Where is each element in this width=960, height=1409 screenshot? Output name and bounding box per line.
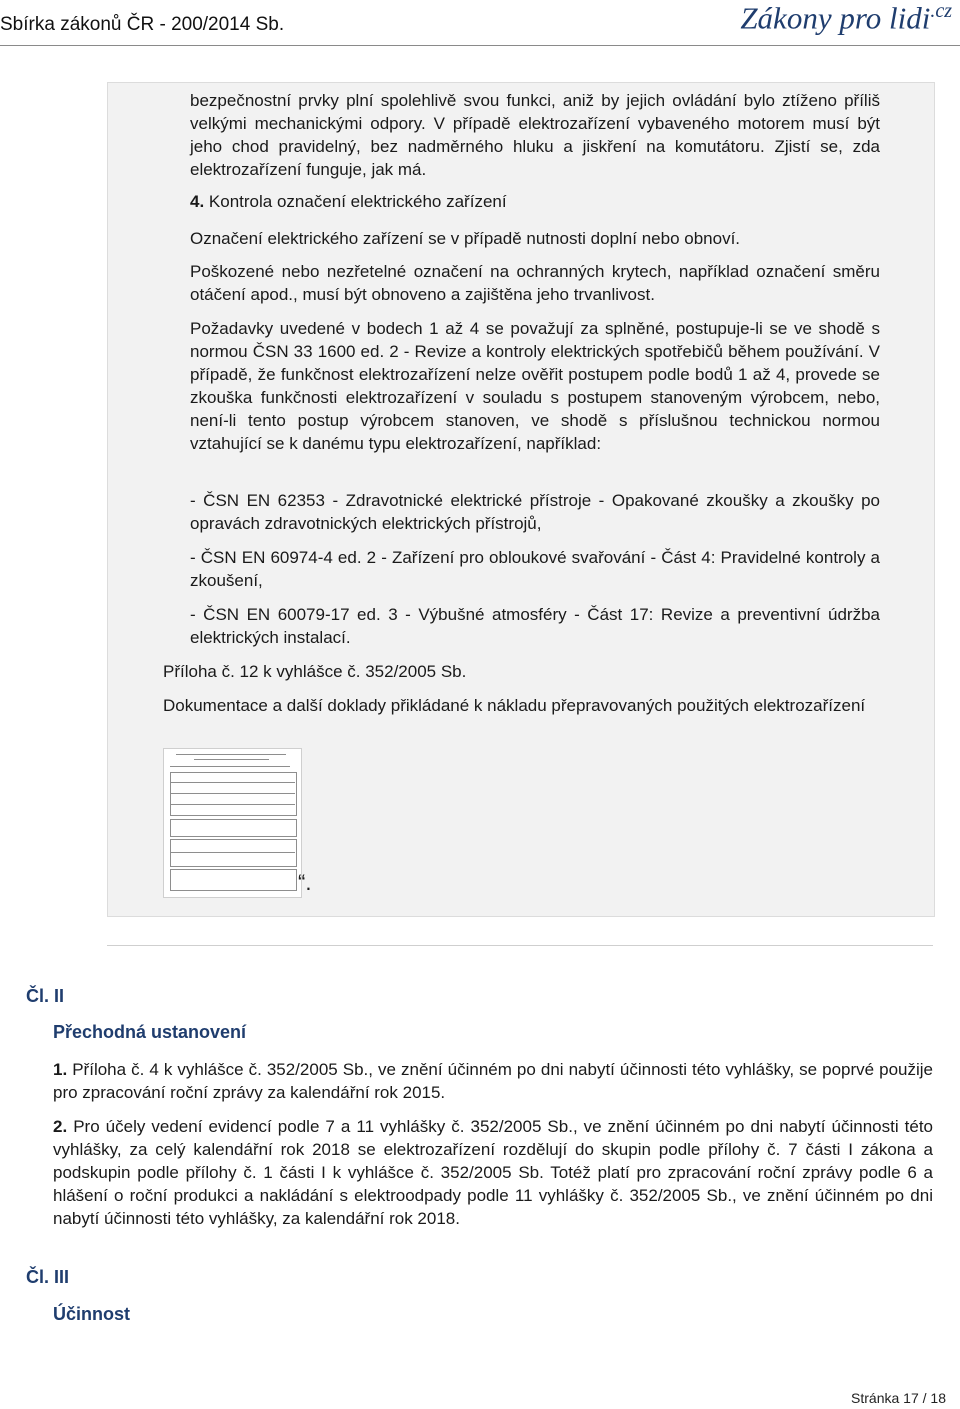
section-divider <box>107 945 933 946</box>
thumb-line <box>170 793 295 794</box>
appendix-description: Dokumentace a další doklady přikládané k nákladu přepravovaných použitých elektrozařízení <box>163 696 866 715</box>
point-2-text: Pro účely vedení evidencí podle 7 a 11 vyhlášky č. 352/2005 Sb., ve znění účinném po dni nabytí účinnosti této vyhlášky, za celý kalendářní rok 2018 se elektrozařízení rozdělují do skupin podle přílohy č. 7 části I zákona a podskupin podle přílohy č. 1 části I k vyhlášce č. 352/2005 Sb. Totéž platí pro zpracování roční zprávy podle 6 a hlášení o roční produkci a nakládání s elektroodpady podle 11 vyhlášky č. 352/2005 Sb., ve znění účinném po dni nabytí účinnosti této vyhlášky, za kalendářní rok 2018. <box>53 1117 933 1228</box>
item-4-number: 4. <box>190 192 205 211</box>
document-form-thumbnail[interactable] <box>163 748 302 898</box>
paragraph-marking: Označení elektrického zařízení se v případě nutnosti doplní nebo obnoví. <box>190 229 741 248</box>
document-title: Sbírka zákonů ČR - 200/2014 Sb. <box>0 14 285 35</box>
article-3-label: Čl. III <box>26 1267 70 1287</box>
norm-item-62353: - ČSN EN 62353 - Zdravotnické elektrické přístroje - Opakované zkoušky a zkoušky po opravách zdravotnických elektrických přístrojů, <box>190 491 880 533</box>
site-logo[interactable] <box>740 0 952 36</box>
paragraph-damaged-marking: Poškozené nebo nezřetelné označení na ochranných krytech, například označení směru otáčení apod., musí být obnoveno a zajištěna jeho trvanlivost. <box>190 262 880 304</box>
thumb-line <box>194 759 269 760</box>
logo-text: Zákony pro lidi <box>740 0 931 36</box>
article-2-label: Čl. II <box>26 986 65 1006</box>
page-header <box>0 0 960 50</box>
point-2-number: 2. <box>53 1117 68 1136</box>
thumb-line <box>170 782 295 783</box>
item-4-heading <box>190 190 880 213</box>
thumb-line <box>176 754 286 755</box>
item-4-title: Kontrola označení elektrického zařízení <box>204 192 507 211</box>
paragraph-requirements: Požadavky uvedené v bodech 1 až 4 se považují za splněné, postupuje-li se ve shodě s normou ČSN 33 1600 ed. 2 - Revize a kontroly elektrických spotřebičů během používání. V případě, že funkčnost elektrozařízení nelze ověřit postupem podle bodů 1 až 4, provede se zkouška funkčnosti elektrozařízení v souladu s postupem stanoveným výrobcem, nebo, není-li tento postup výrobcem stanoven, ve shodě s příslušnou technickou normou vztahující se k danému typu elektrozařízení, například: <box>190 319 880 453</box>
closing-quote: “. <box>298 870 312 895</box>
logo-suffix: .cz <box>930 0 952 22</box>
thumb-table <box>170 869 297 891</box>
thumb-line <box>170 766 290 767</box>
thumb-table <box>170 839 297 867</box>
thumb-table <box>170 819 297 837</box>
point-1-number: 1. <box>53 1060 68 1079</box>
thumb-line <box>170 852 295 853</box>
appendix-title: Příloha č. 12 k vyhlášce č. 352/2005 Sb. <box>163 662 467 681</box>
page-number: Stránka 17 / 18 <box>851 1390 946 1406</box>
point-1-text: Příloha č. 4 k vyhlášce č. 352/2005 Sb., ve znění účinném po dni nabytí účinnosti této vyhlášky, se poprvé použije pro zpracování roční zprávy za kalendářní rok 2015. <box>53 1060 933 1102</box>
article-2-point-2 <box>53 1115 933 1230</box>
thumb-table <box>170 772 297 816</box>
norm-item-60079: - ČSN EN 60079-17 ed. 3 - Výbušné atmosféry - Část 17: Revize a preventivní údržba elektrických instalací. <box>190 605 880 647</box>
article-2-heading: Přechodná ustanovení <box>53 1022 247 1042</box>
article-2-point-1 <box>53 1058 933 1104</box>
article-3-heading: Účinnost <box>53 1304 131 1324</box>
paragraph-safety: bezpečnostní prvky plní spolehlivě svou funkci, aniž by jejich ovládání bylo ztíženo příliš velkými mechanickými odpory. V případě elektrozařízení vybaveného motorem musí být jeho chod pravidelný, bez nadměrného hluku a jiskření na komutátoru. Zjistí se, zda elektrozařízení funguje, jak má. <box>190 91 880 179</box>
norm-item-60974: - ČSN EN 60974-4 ed. 2 - Zařízení pro obloukové svařování - Část 4: Pravidelné kontroly a zkoušení, <box>190 548 880 590</box>
header-divider <box>0 45 960 46</box>
thumb-line <box>170 804 295 805</box>
